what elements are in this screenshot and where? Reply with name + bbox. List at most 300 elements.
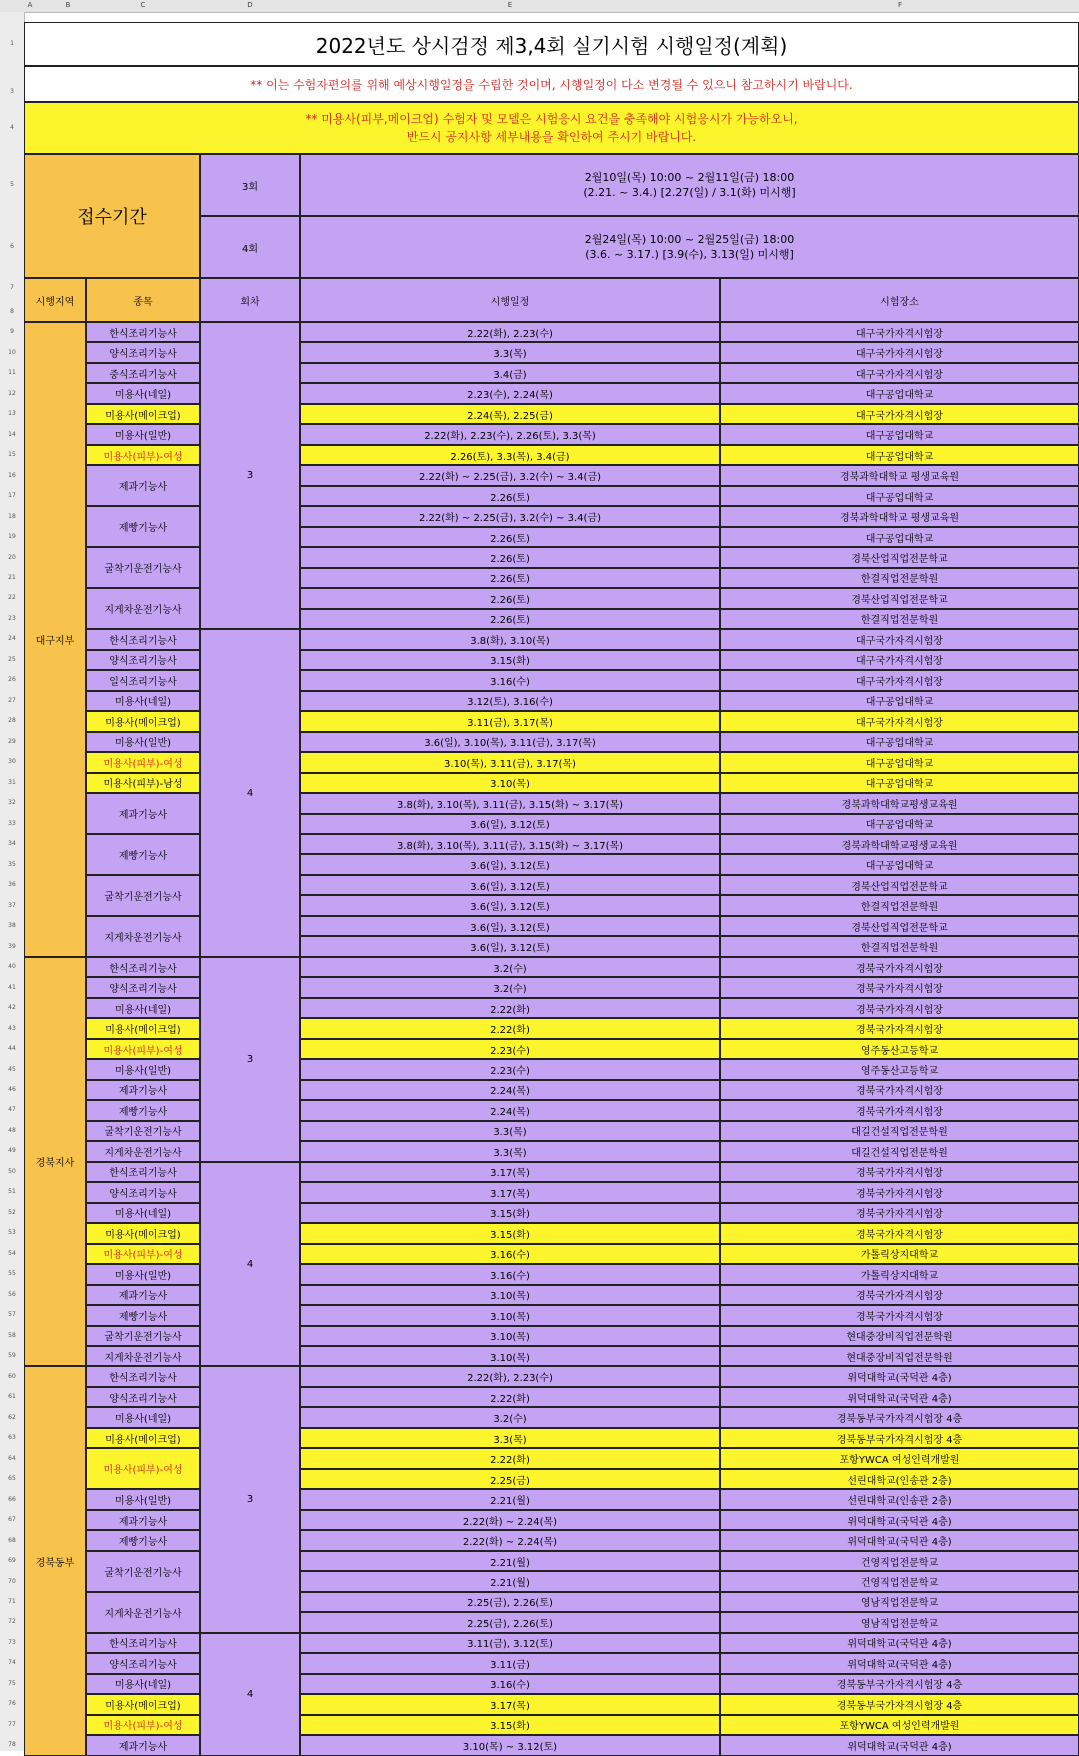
schedule-place-cell: 경북국가자격시험장 (720, 1285, 1079, 1305)
item-cell: 미용사(메이크업) (86, 404, 200, 424)
reception-period-4 (300, 216, 1079, 278)
schedule-date-cell: 3.16(수) (300, 1674, 720, 1694)
row-number: 18 (8, 512, 16, 520)
item-cell: 제과기능사 (86, 1285, 200, 1305)
schedule-place-cell: 영주동산고등학교 (720, 1039, 1079, 1059)
row-number: 53 (8, 1229, 16, 1237)
schedule-date-cell: 3.10(목) (300, 1326, 720, 1346)
schedule-place-cell: 선린대학교(인송관 2층) (720, 1469, 1079, 1489)
schedule-date-cell: 3.3(목) (300, 342, 720, 362)
schedule-date-cell: 3.6(일), 3.12(토) (300, 916, 720, 936)
notice-line-2: 반드시 공지사항 세부내용을 확인하여 주시기 바랍니다. (406, 130, 697, 144)
row-number: 59 (8, 1352, 16, 1360)
schedule-date-cell: 2.24(목), 2.25(금) (300, 404, 720, 424)
item-cell: 지게차운전기능사 (86, 916, 200, 957)
round-cell: 4 (200, 629, 300, 957)
row-number: 23 (8, 614, 16, 622)
row-number: 58 (8, 1331, 16, 1339)
schedule-date-cell: 3.11(금) (300, 1653, 720, 1673)
item-cell: 미용사(메이크업) (86, 711, 200, 731)
schedule-place-cell: 위덕대학교(국덕관 4층) (720, 1633, 1079, 1653)
schedule-date-cell: 3.12(토), 3.16(수) (300, 691, 720, 711)
item-cell: 제빵기능사 (86, 1530, 200, 1550)
item-cell: 일식조리기능사 (86, 670, 200, 690)
schedule-date-cell: 2.22(화) (300, 998, 720, 1018)
schedule-place-cell: 대구국가자격시험장 (720, 363, 1079, 383)
schedule-place-cell: 대구국가자격시험장 (720, 322, 1079, 342)
region-cell: 대구지부 (24, 322, 86, 957)
row-number: 69 (8, 1557, 16, 1565)
row-number: 32 (8, 799, 16, 807)
row-number: 3 (10, 88, 14, 95)
item-cell: 한식조리기능사 (86, 322, 200, 342)
schedule-place-cell: 영남직업전문학교 (720, 1592, 1079, 1612)
item-cell: 지게차운전기능사 (86, 1141, 200, 1161)
schedule-date-cell: 3.3(목) (300, 1428, 720, 1448)
schedule-place-cell: 대구공업대학교 (720, 691, 1079, 711)
schedule-date-cell: 2.22(화) (300, 1448, 720, 1468)
row-number: 22 (8, 594, 16, 602)
schedule-date-cell: 3.16(수) (300, 1264, 720, 1284)
row-number: 60 (8, 1372, 16, 1380)
row-number: 15 (8, 451, 16, 459)
round-cell: 3 (200, 1366, 300, 1632)
schedule-date-cell: 3.11(금), 3.12(토) (300, 1633, 720, 1653)
header-item: 종목 (86, 278, 200, 322)
schedule-date-cell: 3.4(금) (300, 363, 720, 383)
schedule-place-cell: 경북동부국가자격시험장 4층 (720, 1674, 1079, 1694)
schedule-date-cell: 2.22(화) ~ 2.25(금), 3.2(수) ~ 3.4(금) (300, 465, 720, 485)
row-number: 40 (8, 963, 16, 971)
schedule-date-cell: 3.15(화) (300, 1203, 720, 1223)
schedule-place-cell: 건영직업전문학교 (720, 1571, 1079, 1591)
schedule-place-cell: 경북동부국가자격시험장 4층 (720, 1694, 1079, 1714)
schedule-place-cell: 대구공업대학교 (720, 527, 1079, 547)
item-cell: 미용사(피부)-여성 (86, 1715, 200, 1735)
schedule-place-cell: 대구국가자격시험장 (720, 711, 1079, 731)
row-number: 55 (8, 1270, 16, 1278)
row-number: 21 (8, 574, 16, 581)
item-cell: 미용사(피부)-여성 (86, 1448, 200, 1489)
page-title: 2022년도 상시검정 제3,4회 실기시험 시행일정(계획) (24, 22, 1079, 66)
item-cell: 미용사(네일) (86, 998, 200, 1018)
schedule-place-cell: 경북국가자격시험장 (720, 1080, 1079, 1100)
item-cell: 한식조리기능사 (86, 957, 200, 977)
schedule-place-cell: 경북국가자격시험장 (720, 977, 1079, 997)
row-number: 25 (8, 655, 16, 663)
schedule-place-cell: 현대중장비직업전문학원 (720, 1326, 1079, 1346)
schedule-date-cell: 2.24(목) (300, 1080, 720, 1100)
schedule-place-cell: 현대중장비직업전문학원 (720, 1346, 1079, 1366)
schedule-date-cell: 3.2(수) (300, 977, 720, 997)
row-number: 16 (8, 471, 16, 479)
schedule-date-cell: 3.11(금), 3.17(목) (300, 711, 720, 731)
schedule-place-cell: 경북산업직업전문학교 (720, 547, 1079, 567)
row-number: 13 (8, 410, 16, 418)
schedule-date-cell: 3.8(화), 3.10(목), 3.11(금), 3.15(화) ~ 3.17(목) (300, 834, 720, 854)
row-number: 6 (10, 243, 14, 250)
item-cell: 지게차운전기능사 (86, 1592, 200, 1633)
schedule-place-cell: 경북과학대학교평생교육원 (720, 793, 1079, 813)
row-number: 19 (8, 533, 16, 541)
item-cell: 미용사(메이크업) (86, 1018, 200, 1038)
row-number: 26 (8, 676, 16, 684)
reception-3-line1: 2월10일(목) 10:00 ~ 2월11일(금) 18:00 (584, 171, 795, 184)
schedule-date-cell: 3.2(수) (300, 1407, 720, 1427)
header-region: 시행지역 (24, 278, 86, 322)
schedule-date-cell: 2.26(토) (300, 609, 720, 629)
column-letter: A (27, 1, 33, 9)
schedule-date-cell: 2.22(화), 2.23(수) (300, 322, 720, 342)
row-number: 44 (8, 1045, 16, 1053)
row-number: 45 (8, 1065, 16, 1073)
schedule-place-cell: 대구공업대학교 (720, 383, 1079, 403)
schedule-date-cell: 2.22(화) (300, 1018, 720, 1038)
schedule-place-cell: 경북국가자격시험장 (720, 1100, 1079, 1120)
item-cell: 한식조리기능사 (86, 1366, 200, 1386)
column-letter: F (897, 1, 903, 9)
item-cell: 제빵기능사 (86, 834, 200, 875)
row-number: 65 (8, 1475, 16, 1483)
row-number: 12 (8, 389, 16, 397)
schedule-place-cell: 한결직업전문학원 (720, 609, 1079, 629)
schedule-date-cell: 2.26(토) (300, 527, 720, 547)
row-number: 28 (8, 717, 16, 725)
row-number: 57 (8, 1311, 16, 1319)
item-cell: 한식조리기능사 (86, 629, 200, 649)
schedule-place-cell: 대구공업대학교 (720, 773, 1079, 793)
reception-period-label: 접수기간 (24, 154, 200, 278)
schedule-date-cell: 2.21(월) (300, 1571, 720, 1591)
schedule-place-cell: 경북과학대학교평생교육원 (720, 834, 1079, 854)
notice-beauty-requirements (24, 102, 1079, 154)
schedule-place-cell: 대구국가자격시험장 (720, 404, 1079, 424)
row-number: 54 (8, 1249, 16, 1257)
schedule-place-cell: 경북과학대학교 평생교육원 (720, 465, 1079, 485)
reception-round-3: 3회 (200, 154, 300, 216)
schedule-date-cell: 3.6(일), 3.12(토) (300, 854, 720, 874)
schedule-date-cell: 2.22(화) (300, 1387, 720, 1407)
item-cell: 굴착기운전기능사 (86, 1121, 200, 1141)
item-cell: 미용사(일반) (86, 1264, 200, 1284)
row-number: 38 (8, 922, 16, 930)
row-number: 51 (8, 1188, 16, 1196)
item-cell: 미용사(피부)-여성 (86, 445, 200, 465)
row-number: 63 (8, 1434, 16, 1442)
schedule-place-cell: 한결직업전문학원 (720, 895, 1079, 915)
item-cell: 미용사(네일) (86, 383, 200, 403)
schedule-place-cell: 한결직업전문학원 (720, 568, 1079, 588)
item-cell: 미용사(일반) (86, 424, 200, 444)
item-cell: 미용사(일반) (86, 732, 200, 752)
row-number: 42 (8, 1004, 16, 1012)
item-cell: 제과기능사 (86, 1080, 200, 1100)
schedule-date-cell: 2.25(금), 2.26(토) (300, 1592, 720, 1612)
schedule-place-cell: 위덕대학교(국덕관 4층) (720, 1510, 1079, 1530)
schedule-date-cell: 2.25(금), 2.26(토) (300, 1612, 720, 1632)
schedule-date-cell: 3.10(목) (300, 1285, 720, 1305)
schedule-date-cell: 2.22(화) ~ 2.24(목) (300, 1510, 720, 1530)
row-number-bar (0, 12, 25, 1751)
schedule-place-cell: 대길건설직업전문학원 (720, 1121, 1079, 1141)
schedule-place-cell: 경북국가자격시험장 (720, 1018, 1079, 1038)
item-cell: 굴착기운전기능사 (86, 1326, 200, 1346)
schedule-place-cell: 가톨릭상지대학교 (720, 1264, 1079, 1284)
row-number: 52 (8, 1208, 16, 1216)
schedule-place-cell: 경북국가자격시험장 (720, 1203, 1079, 1223)
header-place: 시험장소 (720, 278, 1079, 322)
schedule-place-cell: 영주동산고등학교 (720, 1059, 1079, 1079)
item-cell: 제과기능사 (86, 1735, 200, 1755)
schedule-place-cell: 대구국가자격시험장 (720, 342, 1079, 362)
row-number: 37 (8, 901, 16, 909)
schedule-date-cell: 2.23(수) (300, 1059, 720, 1079)
row-number: 56 (8, 1290, 16, 1298)
region-cell: 경북지사 (24, 957, 86, 1367)
schedule-date-cell: 2.21(월) (300, 1551, 720, 1571)
item-cell: 양식조리기능사 (86, 1387, 200, 1407)
row-number: 39 (8, 942, 16, 950)
item-cell: 제과기능사 (86, 465, 200, 506)
schedule-date-cell: 3.15(화) (300, 1715, 720, 1735)
schedule-place-cell: 건영직업전문학교 (720, 1551, 1079, 1571)
reception-3-line2: (2.21. ~ 3.4.) [2.27(일) / 3.1(화) 미시행] (583, 186, 796, 199)
row-number: 1 (10, 40, 14, 47)
schedule-date-cell: 3.3(목) (300, 1121, 720, 1141)
row-number: 62 (8, 1413, 16, 1421)
row-number: 46 (8, 1086, 16, 1093)
schedule-date-cell: 3.17(목) (300, 1162, 720, 1182)
item-cell: 양식조리기능사 (86, 1653, 200, 1673)
item-cell: 중식조리기능사 (86, 363, 200, 383)
row-number: 31 (8, 778, 16, 786)
schedule-date-cell: 3.6(일), 3.12(토) (300, 895, 720, 915)
row-number: 71 (8, 1598, 16, 1605)
item-cell: 미용사(피부)-여성 (86, 1244, 200, 1264)
column-header-bar (0, 0, 1079, 13)
schedule-place-cell: 위덕대학교(국덕관 4층) (720, 1366, 1079, 1386)
schedule-place-cell: 한결직업전문학원 (720, 936, 1079, 956)
reception-period-3 (300, 154, 1079, 216)
reception-4-line2: (3.6. ~ 3.17.) [3.9(수), 3.13(일) 미시행] (585, 248, 794, 261)
row-number: 47 (8, 1106, 16, 1114)
schedule-place-cell: 대구공업대학교 (720, 445, 1079, 465)
schedule-place-cell: 경북산업직업전문학교 (720, 875, 1079, 895)
row-number: 73 (8, 1638, 16, 1646)
schedule-place-cell: 경북국가자격시험장 (720, 1182, 1079, 1202)
row-number: 66 (8, 1495, 16, 1503)
schedule-date-cell: 2.22(화) ~ 2.25(금), 3.2(수) ~ 3.4(금) (300, 506, 720, 526)
schedule-place-cell: 경북과학대학교 평생교육원 (720, 506, 1079, 526)
reception-4-line1: 2월24일(목) 10:00 ~ 2월25일(금) 18:00 (584, 233, 795, 246)
row-number: 17 (8, 492, 16, 500)
schedule-place-cell: 경북국가자격시험장 (720, 998, 1079, 1018)
row-number: 24 (8, 635, 16, 643)
schedule-place-cell: 위덕대학교(국덕관 4층) (720, 1387, 1079, 1407)
schedule-date-cell: 3.10(목) (300, 1305, 720, 1325)
schedule-date-cell: 3.16(수) (300, 1244, 720, 1264)
schedule-date-cell: 2.22(화), 2.23(수) (300, 1366, 720, 1386)
schedule-date-cell: 3.10(목), 3.11(금), 3.17(목) (300, 752, 720, 772)
row-number: 48 (8, 1126, 16, 1134)
schedule-place-cell: 위덕대학교(국덕관 4층) (720, 1653, 1079, 1673)
schedule-date-cell: 3.6(일), 3.12(토) (300, 936, 720, 956)
row-number: 67 (8, 1516, 16, 1524)
schedule-date-cell: 2.23(수) (300, 1039, 720, 1059)
schedule-date-cell: 2.22(화) ~ 2.24(목) (300, 1530, 720, 1550)
schedule-place-cell: 대구공업대학교 (720, 752, 1079, 772)
item-cell: 양식조리기능사 (86, 342, 200, 362)
row-number: 29 (8, 737, 16, 745)
notice-line-1: ** 미용사(피부,메이크업) 수험자 및 모델은 시험응시 요건을 충족해야 시험응시가 가능하오니, (305, 112, 798, 126)
item-cell: 제빵기능사 (86, 1305, 200, 1325)
item-cell: 제빵기능사 (86, 506, 200, 547)
item-cell: 미용사(일반) (86, 1059, 200, 1079)
row-number: 11 (8, 369, 16, 377)
schedule-date-cell: 3.10(목) ~ 3.12(토) (300, 1735, 720, 1755)
row-number: 61 (8, 1393, 16, 1401)
row-number: 20 (8, 553, 16, 561)
schedule-date-cell: 3.15(화) (300, 1223, 720, 1243)
schedule-date-cell: 3.17(목) (300, 1182, 720, 1202)
row-number: 5 (10, 181, 14, 188)
schedule-place-cell: 대구공업대학교 (720, 486, 1079, 506)
item-cell: 미용사(네일) (86, 691, 200, 711)
column-letter: B (65, 1, 71, 9)
schedule-date-cell: 2.26(토) (300, 486, 720, 506)
column-letter: E (507, 1, 513, 9)
round-cell: 4 (200, 1162, 300, 1367)
schedule-date-cell: 3.15(화) (300, 650, 720, 670)
schedule-place-cell: 경북국가자격시험장 (720, 1223, 1079, 1243)
schedule-date-cell: 2.25(금) (300, 1469, 720, 1489)
row-number: 14 (8, 430, 16, 438)
row-number: 49 (8, 1147, 16, 1155)
row-number: 9 (10, 328, 14, 336)
schedule-place-cell: 대구공업대학교 (720, 814, 1079, 834)
schedule-date-cell: 3.6(일), 3.10(목), 3.11(금), 3.17(목) (300, 732, 720, 752)
row-number: 30 (8, 758, 16, 766)
schedule-place-cell: 영남직업전문학교 (720, 1612, 1079, 1632)
schedule-date-cell: 2.26(토), 3.3(목), 3.4(금) (300, 445, 720, 465)
row-number: 74 (8, 1659, 16, 1667)
schedule-place-cell: 선린대학교(인송관 2층) (720, 1489, 1079, 1509)
schedule-date-cell: 3.8(화), 3.10(목) (300, 629, 720, 649)
schedule-date-cell: 3.16(수) (300, 670, 720, 690)
item-cell: 미용사(네일) (86, 1203, 200, 1223)
item-cell: 굴착기운전기능사 (86, 875, 200, 916)
region-cell: 경북동부 (24, 1366, 86, 1755)
row-number: 76 (8, 1700, 16, 1708)
schedule-place-cell: 가톨릭상지대학교 (720, 1244, 1079, 1264)
schedule-date-cell: 2.26(토) (300, 568, 720, 588)
item-cell: 양식조리기능사 (86, 977, 200, 997)
schedule-date-cell: 3.10(목) (300, 1346, 720, 1366)
column-letter: D (247, 1, 253, 9)
row-number: 41 (8, 983, 16, 991)
schedule-place-cell: 대구국가자격시험장 (720, 650, 1079, 670)
row-number: 70 (8, 1577, 16, 1585)
item-cell: 한식조리기능사 (86, 1633, 200, 1653)
row-number: 50 (8, 1167, 16, 1175)
item-cell: 미용사(네일) (86, 1674, 200, 1694)
schedule-date-cell: 3.3(목) (300, 1141, 720, 1161)
schedule-place-cell: 경북산업직업전문학교 (720, 588, 1079, 608)
schedule-place-cell: 경북국가자격시험장 (720, 1305, 1079, 1325)
schedule-date-cell: 3.10(목) (300, 773, 720, 793)
schedule-date-cell: 3.17(목) (300, 1694, 720, 1714)
item-cell: 제빵기능사 (86, 1100, 200, 1120)
row-number: 7 (10, 284, 14, 291)
schedule-date-cell: 3.6(일), 3.12(토) (300, 875, 720, 895)
row-number: 43 (8, 1024, 16, 1032)
round-cell: 4 (200, 1633, 300, 1756)
schedule-place-cell: 대구공업대학교 (720, 732, 1079, 752)
item-cell: 굴착기운전기능사 (86, 1551, 200, 1592)
row-number: 64 (8, 1454, 16, 1462)
row-number: 4 (10, 124, 14, 131)
row-number: 34 (8, 840, 16, 848)
item-cell: 미용사(피부)-여성 (86, 752, 200, 772)
item-cell: 양식조리기능사 (86, 1182, 200, 1202)
item-cell: 한식조리기능사 (86, 1162, 200, 1182)
row-number: 10 (8, 348, 16, 356)
schedule-place-cell: 대길건설직업전문학원 (720, 1141, 1079, 1161)
header-round: 회차 (200, 278, 300, 322)
schedule-date-cell: 3.6(일), 3.12(토) (300, 814, 720, 834)
schedule-date-cell: 2.24(목) (300, 1100, 720, 1120)
row-number: 33 (8, 819, 16, 827)
item-cell: 지게차운전기능사 (86, 1346, 200, 1366)
schedule-date-cell: 2.26(토) (300, 588, 720, 608)
item-cell: 양식조리기능사 (86, 650, 200, 670)
round-cell: 3 (200, 322, 300, 629)
row-number: 8 (10, 308, 14, 315)
row-number: 72 (8, 1618, 16, 1626)
schedule-place-cell: 위덕대학교(국덕관 4층) (720, 1735, 1079, 1755)
schedule-place-cell: 경북동부국가자격시험장 4층 (720, 1428, 1079, 1448)
item-cell: 미용사(네일) (86, 1407, 200, 1427)
item-cell: 미용사(피부)-여성 (86, 1039, 200, 1059)
row-number: 27 (8, 696, 16, 704)
schedule-place-cell: 대구국가자격시험장 (720, 629, 1079, 649)
schedule-place-cell: 대구국가자격시험장 (720, 670, 1079, 690)
notice-schedule-change: ** 이는 수험자편의를 위해 예상시행일정을 수립한 것이며, 시행일정이 다소 변경될 수 있으니 참고하시기 바랍니다. (24, 66, 1079, 102)
schedule-date-cell: 2.26(토) (300, 547, 720, 567)
item-cell: 미용사(피부)-남성 (86, 773, 200, 793)
schedule-place-cell: 대구공업대학교 (720, 424, 1079, 444)
column-letter: C (140, 1, 146, 9)
schedule-date-cell: 2.22(화), 2.23(수), 2.26(토), 3.3(목) (300, 424, 720, 444)
row-number: 36 (8, 881, 16, 889)
item-cell: 미용사(메이크업) (86, 1428, 200, 1448)
schedule-place-cell: 대구공업대학교 (720, 854, 1079, 874)
row-number: 78 (8, 1741, 16, 1749)
schedule-date-cell: 3.8(화), 3.10(목), 3.11(금), 3.15(화) ~ 3.17(목) (300, 793, 720, 813)
item-cell: 제과기능사 (86, 793, 200, 834)
schedule-place-cell: 경북산업직업전문학교 (720, 916, 1079, 936)
round-cell: 3 (200, 957, 300, 1162)
header-date: 시행일정 (300, 278, 720, 322)
schedule-place-cell: 경북국가자격시험장 (720, 957, 1079, 977)
item-cell: 지게차운전기능사 (86, 588, 200, 629)
schedule-date-cell: 3.2(수) (300, 957, 720, 977)
item-cell: 미용사(일반) (86, 1489, 200, 1509)
row-number: 75 (8, 1679, 16, 1687)
schedule-place-cell: 경북동부국가자격시험장 4층 (720, 1407, 1079, 1427)
schedule-place-cell: 포항YWCA 여성인력개발원 (720, 1448, 1079, 1468)
row-number: 35 (8, 860, 16, 868)
